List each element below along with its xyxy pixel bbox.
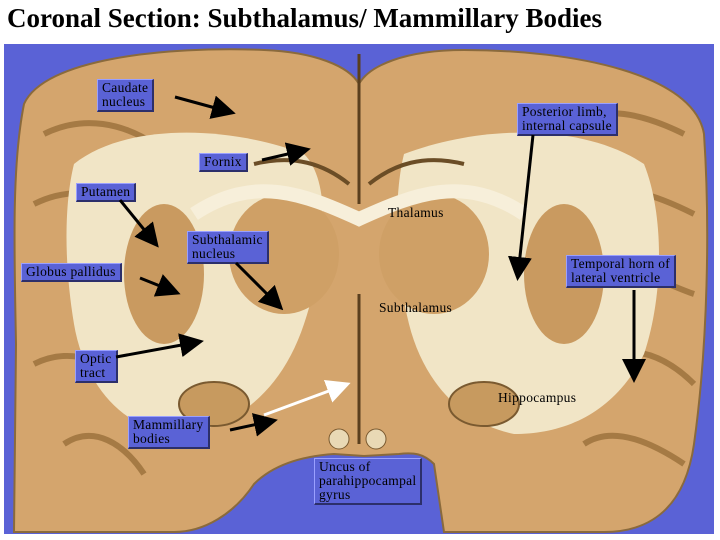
- label-posterior-limb: Posterior limb, internal capsule: [517, 103, 618, 136]
- slide-title: Coronal Section: Subthalamus/ Mammillary Bodies: [7, 3, 603, 33]
- label-optic-tract: Optic tract: [75, 350, 118, 383]
- mammillary-body-left: [329, 429, 349, 449]
- label-caudate-nucleus: Caudate nucleus: [97, 79, 154, 112]
- label-hippocampus: Hippocampus: [498, 390, 577, 405]
- mammillary-body-right: [366, 429, 386, 449]
- label-subthalamic-nucleus: Subthalamic nucleus: [187, 231, 269, 264]
- label-uncus: Uncus of parahippocampal gyrus: [314, 458, 422, 505]
- label-temporal-horn: Temporal horn of lateral ventricle: [566, 255, 676, 288]
- left-putamen: [124, 204, 204, 344]
- label-subthalamus: Subthalamus: [379, 300, 453, 315]
- label-putamen: Putamen: [76, 183, 136, 202]
- label-mammillary-bodies: Mammillary bodies: [128, 416, 210, 449]
- label-fornix: Fornix: [199, 153, 248, 172]
- label-thalamus: Thalamus: [388, 205, 444, 220]
- label-globus-pallidus: Globus pallidus: [21, 263, 122, 282]
